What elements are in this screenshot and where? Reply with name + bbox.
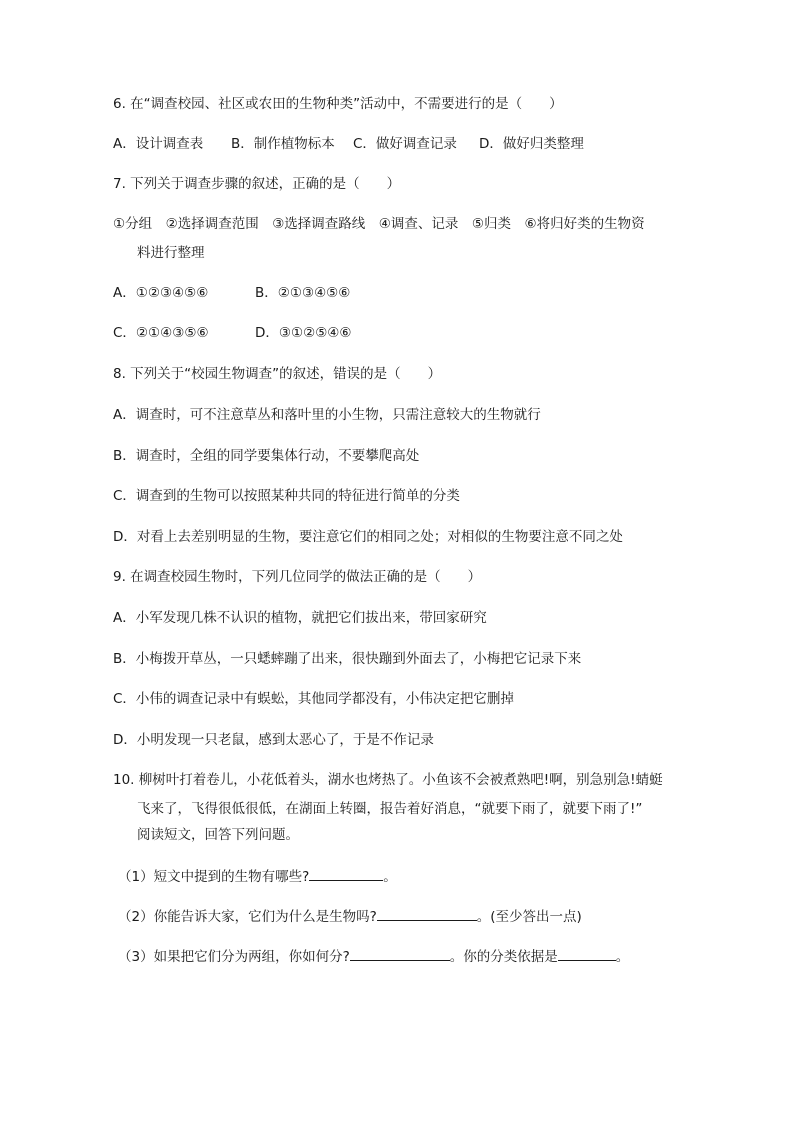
q6-option-b: B．制作植物标本 [231, 136, 335, 152]
q10-sub1 [118, 866, 397, 887]
q10-sub1-end: 。 [383, 869, 397, 885]
q10-instruction: 阅读短文，回答下列问题。 [137, 827, 299, 843]
q9-stem: 9. 在调查校园生物时，下列几位同学的做法正确的是（ ） [113, 569, 482, 585]
q7-options-row1 [113, 283, 350, 303]
q10-sub3-answer-blank-1[interactable] [350, 946, 450, 961]
q10-sub3-mid: 。你的分类依据是 [449, 949, 558, 965]
q7-option-c: C．②①④③⑤⑥ [113, 325, 209, 341]
q8-option-c: C．调查到的生物可以按照某种共同的特征进行简单的分类 [113, 488, 460, 504]
q10-sub3-text: （3）如果把它们分为两组，你如何分? [118, 949, 350, 965]
q9-option-b: B．小梅拨开草丛，一只蟋蟀蹦了出来，很快蹦到外面去了，小梅把它记录下来 [113, 651, 582, 667]
q10-sub2-text: （2）你能告诉大家，它们为什么是生物吗? [118, 909, 377, 925]
q7-option-d: D．③①②⑤④⑥ [255, 325, 352, 341]
q8-option-d: D．对看上去差别明显的生物，要注意它们的相同之处；对相似的生物要注意不同之处 [113, 529, 623, 545]
q6-option-d: D．做好归类整理 [479, 136, 584, 152]
q7-steps-line1: ①分组 ②选择调查范围 ③选择调查路线 ④调查、记录 ⑤归类 ⑥将归好类的生物资 [113, 216, 645, 232]
q7-option-b: B．②①③④⑤⑥ [255, 285, 351, 301]
q10-sub3-end: 。 [615, 949, 630, 965]
q10-sub2-end: 。(至少答出一点) [476, 909, 582, 925]
q9-option-c: C．小伟的调查记录中有蜈蚣，其他同学都没有，小伟决定把它删掉 [113, 691, 514, 707]
q8-option-b: B．调查时，全组的同学要集体行动，不要攀爬高处 [113, 448, 420, 464]
q7-option-a: A．①②③④⑤⑥ [113, 285, 209, 301]
q8-stem: 8. 下列关于“校园生物调查”的叙述，错误的是（ ） [113, 366, 442, 382]
q10-sub2-answer-blank[interactable] [377, 906, 477, 921]
q6-option-c: C．做好调查记录 [353, 136, 457, 152]
q6-option-a: A．设计调查表 [113, 136, 204, 152]
q10-sub2 [118, 906, 582, 927]
q6-options [113, 134, 584, 154]
q9-option-d: D．小明发现一只老鼠，感到太恶心了，于是不作记录 [113, 732, 434, 748]
q10-sub3-answer-blank-2[interactable] [558, 946, 616, 961]
q6-stem: 6. 在“调查校园、社区或农田的生物种类”活动中，不需要进行的是（ ） [113, 96, 563, 112]
q7-stem: 7. 下列关于调查步骤的叙述，正确的是（ ） [113, 176, 401, 192]
q9-option-a: A．小军发现几株不认识的植物，就把它们拔出来，带回家研究 [113, 610, 487, 626]
q7-steps-line2: 料进行整理 [137, 245, 205, 261]
q10-sub3 [118, 946, 629, 967]
q10-sub1-answer-blank[interactable] [309, 866, 383, 881]
q10-sub1-text: （1）短文中提到的生物有哪些? [118, 869, 310, 885]
q7-options-row2 [113, 323, 352, 343]
q10-passage-line2: 飞来了，飞得很低很低，在湖面上转圈，报告着好消息，“就要下雨了，就要下雨了!” [137, 801, 643, 817]
q10-passage-line1: 10. 柳树叶打着卷儿，小花低着头，湖水也烤热了。小鱼该不会被煮熟吧!啊，别急别急!蜻蜓 [113, 772, 663, 788]
q8-option-a: A．调查时，可不注意草丛和落叶里的小生物，只需注意较大的生物就行 [113, 407, 541, 423]
